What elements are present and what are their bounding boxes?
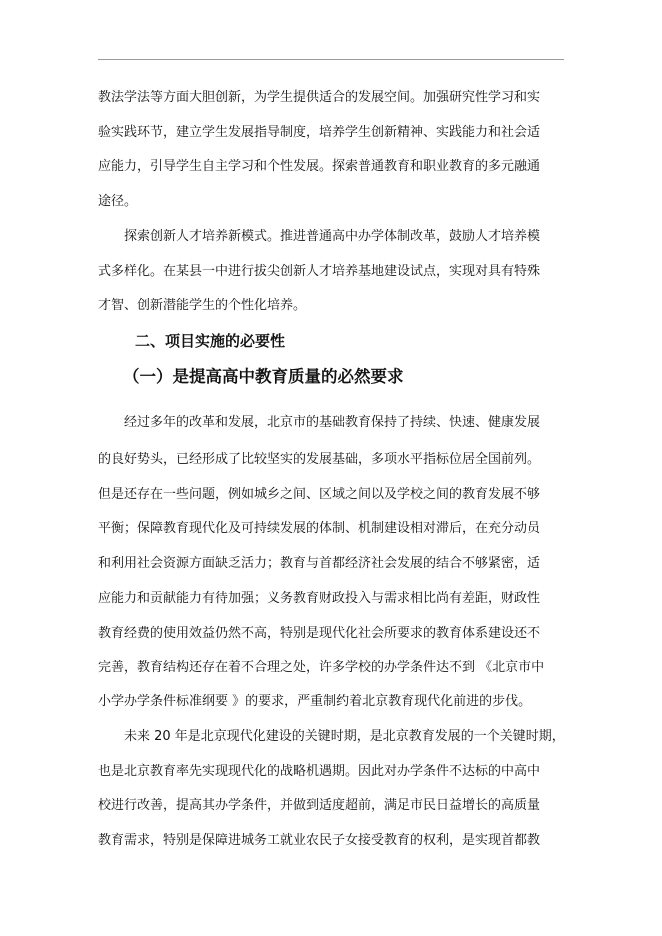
paragraph-3-line-1: 经过多年的改革和发展，北京市的基础教育保持了持续、快速、健康发展 — [124, 415, 541, 430]
paragraph-3-line-6: 应能力和贡献能力有待加强；义务教育财政投入与需求相比尚有差距，财政性 — [98, 591, 541, 606]
paragraph-3-line-4: 平衡；保障教育现代化及可持续发展的体制、机制建设相对滞后，在充分动员 — [98, 521, 541, 536]
paragraph-3-line-8: 完善，教育结构还存在着不合理之处，许多学校的办学条件达不到 《北京市中 — [98, 660, 545, 675]
header-rule — [98, 59, 564, 60]
paragraph-1-line-4: 途径。 — [98, 194, 138, 209]
paragraph-1-line-3: 应能力，引导学生自主学习和个性发展。探索普通教育和职业教育的多元融通 — [98, 159, 541, 174]
paragraph-3-line-2: 的良好势头，已经形成了比较坚实的发展基础，多项水平指标位居全国前列。 — [98, 452, 541, 467]
section-heading: 二、项目实施的必要性 — [135, 332, 286, 350]
subsection-heading: （一）是提高高中教育质量的必然要求 — [123, 367, 404, 386]
paragraph-2-line-1: 探索创新人才培养新模式。推进普通高中办学体制改革，鼓励人才培养模 — [124, 229, 541, 244]
paragraph-4-line-2: 也是北京教育率先实现现代化的战略机遇期。因此对办学条件不达标的中高中 — [98, 764, 541, 779]
paragraph-2-line-2: 式多样化。在某县一中进行拔尖创新人才培养基地建设试点，实现对具有特殊 — [98, 264, 541, 279]
paragraph-4-line-3: 校进行改善，提高其办学条件，并做到适度超前，满足市民日益增长的高质量 — [98, 798, 541, 813]
paragraph-3-line-7: 教育经费的使用效益仍然不高，特别是现代化社会所要求的教育体系建设还不 — [98, 626, 541, 641]
paragraph-4-line-4: 教育需求，特别是保障进城务工就业农民子女接受教育的权利，是实现首都教 — [98, 833, 541, 848]
paragraph-3-line-9: 小学办学条件标准纲要 》的要求，严重制约着北京教育现代化前进的步伐。 — [98, 694, 532, 709]
paragraph-3-line-3: 但是还存在一些问题，例如城乡之间、区域之间以及学校之间的教育发展不够 — [98, 487, 541, 502]
paragraph-3-line-5: 和利用社会资源方面缺乏活力；教育与首都经济社会发展的结合不够紧密，适 — [98, 556, 541, 571]
paragraph-4-line-1: 未来 20 年是北京现代化建设的关键时期，是北京教育发展的一个关键时期， — [124, 729, 565, 744]
paragraph-1-line-1: 教法学法等方面大胆创新，为学生提供适合的发展空间。加强研究性学习和实 — [98, 90, 541, 105]
paragraph-2-line-3: 才智、创新潜能学生的个性化培养。 — [98, 298, 307, 313]
paragraph-1-line-2: 验实践环节，建立学生发展指导制度，培养学生创新精神、实践能力和社会适 — [98, 125, 541, 140]
